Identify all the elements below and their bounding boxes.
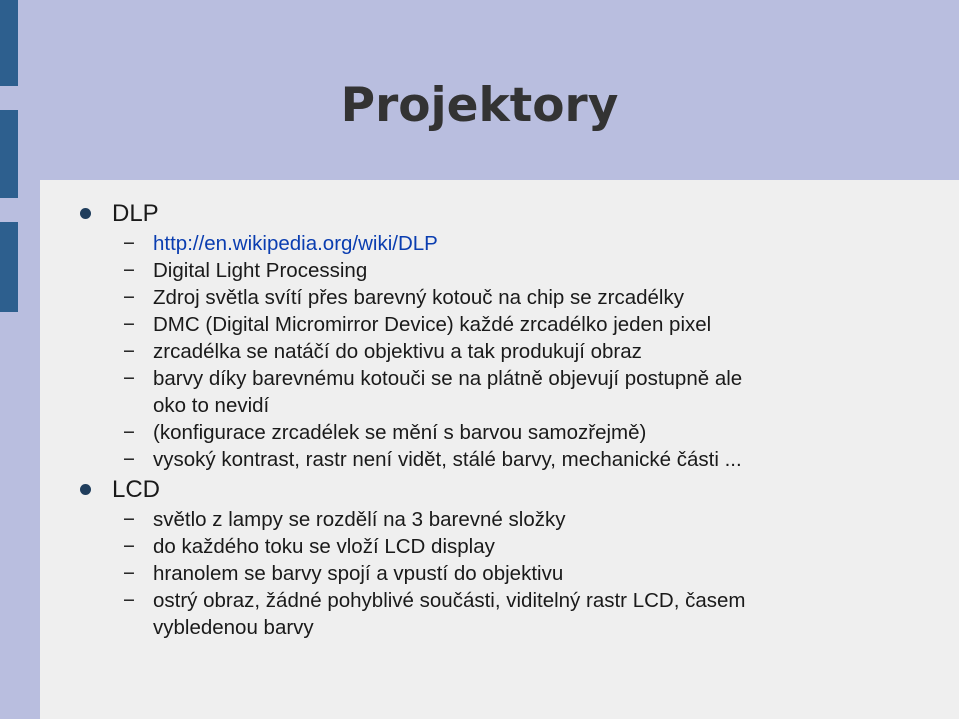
sub-item: − zrcadélka se natáčí do objektivu a tak produkují obraz <box>123 340 642 363</box>
sub-item: − DMC (Digital Micromirror Device) každé zrcadélko jeden pixel <box>123 313 712 336</box>
dash-icon: − <box>123 562 135 585</box>
decorative-bar <box>0 222 18 312</box>
bullet-icon <box>80 208 91 219</box>
dlp-sublist <box>76 230 946 473</box>
dash-icon: − <box>123 421 135 444</box>
dash-icon: − <box>123 448 135 471</box>
sub-item: − barvy díky barevnému kotouči se na plátně objevují postupně ale oko to nevidí <box>123 367 743 417</box>
sub-item: − (konfigurace zrcadélek se mění s barvou samozřejmě) <box>123 421 647 444</box>
sub-item: − světlo z lampy se rozdělí na 3 barevné složky <box>123 508 566 531</box>
bullet-list <box>76 197 946 641</box>
lcd-sublist <box>76 506 946 641</box>
bullet-icon <box>80 484 91 495</box>
bullet-item-lcd: LCD <box>76 473 946 506</box>
sub-item: − vysoký kontrast, rastr není vidět, stálé barvy, mechanické části ... <box>123 448 742 471</box>
dash-icon: − <box>123 508 135 531</box>
dash-icon: − <box>123 367 135 390</box>
dash-icon: − <box>123 286 135 309</box>
dash-icon: − <box>123 259 135 282</box>
sub-item: − do každého toku se vloží LCD display <box>123 535 495 558</box>
wikipedia-link[interactable]: http://en.wikipedia.org/wiki/DLP <box>153 232 438 255</box>
sub-item: − Zdroj světla svítí přes barevný kotouč na chip se zrcadélky <box>123 286 684 309</box>
sub-item[interactable] <box>76 230 946 257</box>
sub-item: − ostrý obraz, žádné pohyblivé součásti, viditelný rastr LCD, časem vybledenou barvy <box>123 589 746 639</box>
dash-icon: − <box>123 589 135 612</box>
decorative-bar <box>0 0 18 86</box>
sub-item: − Digital Light Processing <box>123 259 368 282</box>
dash-icon: − <box>123 535 135 558</box>
dash-icon: − <box>123 313 135 336</box>
bullet-item-dlp: DLP <box>76 197 946 230</box>
dash-icon: − <box>123 232 135 255</box>
slide-title: Projektory <box>340 78 619 133</box>
sub-item: − hranolem se barvy spojí a vpustí do objektivu <box>123 562 564 585</box>
dash-icon: − <box>123 340 135 363</box>
